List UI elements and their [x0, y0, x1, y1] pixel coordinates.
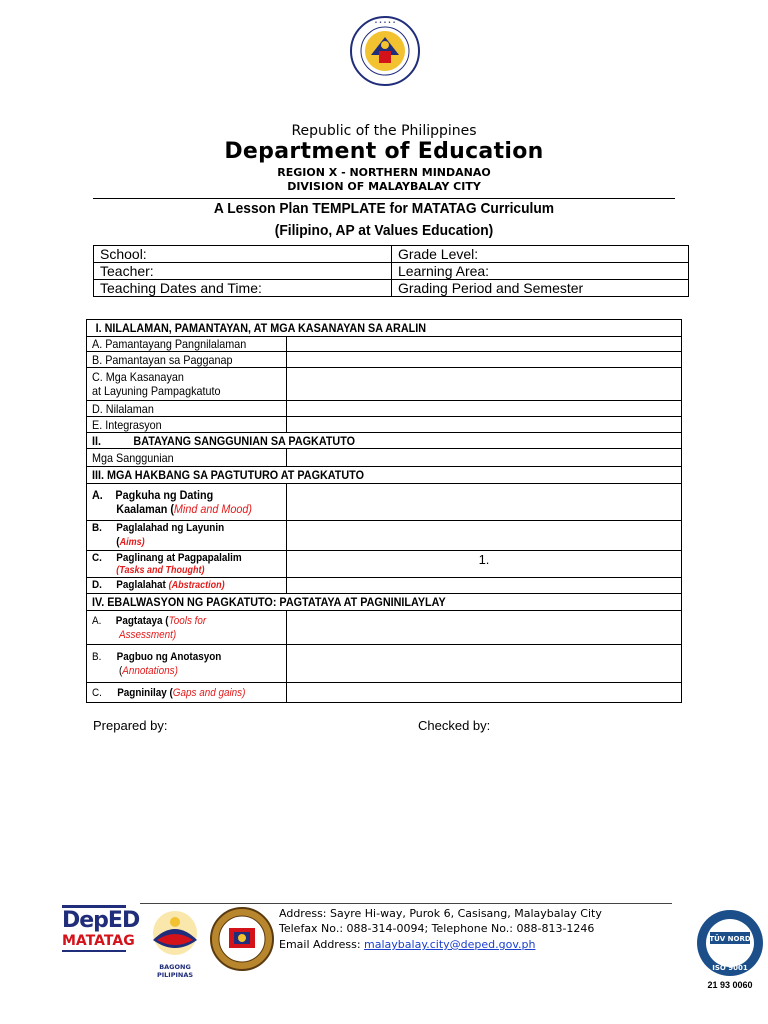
content-cell[interactable]: 1. — [287, 551, 682, 578]
bagong-pilipinas-icon — [143, 908, 207, 958]
content-cell[interactable] — [287, 449, 682, 467]
content-cell[interactable] — [287, 337, 682, 352]
republic-label: Republic of the Philippines — [291, 123, 477, 139]
row-label: A. Pagkuha ng Dating Kaalaman (Mind and Mood) — [87, 484, 287, 521]
content-cell[interactable] — [287, 401, 682, 417]
row-label: D. Paglalahat (Abstraction) — [87, 578, 287, 594]
section-2-header: II. BATAYANG SANGGUNIAN SA PAGKATUTO — [87, 433, 682, 449]
content-cell[interactable] — [287, 645, 682, 683]
info-table — [93, 245, 689, 297]
deped-logo-text: DepED — [62, 908, 140, 933]
footer-address: Address: Sayre Hi-way, Purok 6, Casisang, Malaybalay City — [279, 907, 602, 920]
row-label: D. Nilalaman — [87, 401, 287, 417]
bagong-pilipinas-label: BAGONG PILIPINAS — [156, 963, 194, 979]
row-label: C. Mga Kasanayan at Layuning Pampagkatuto — [87, 368, 287, 401]
teaching-dates-cell[interactable]: Teaching Dates and Time: — [94, 280, 392, 297]
row-label: A. Pamantayang Pangnilalaman — [87, 337, 287, 352]
grade-level-cell[interactable]: Grade Level: — [392, 246, 689, 263]
row-label: C. Pagninilay (Gaps and gains) — [87, 683, 287, 703]
header-divider — [93, 198, 675, 199]
content-cell[interactable] — [287, 578, 682, 594]
prepared-by-label: Prepared by: — [93, 718, 168, 733]
department-title: Department of Education — [224, 139, 544, 164]
section-4-header: IV. EBALWASYON NG PAGKATUTO: PAGTATAYA AT PAGNINILAYLAY — [87, 594, 682, 611]
tuv-nord-iso-icon — [694, 908, 766, 978]
certificate-number: 21 93 0060 — [707, 980, 753, 990]
division-label: DIVISION OF MALAYBALAY CITY — [287, 180, 481, 193]
lesson-plan-table — [86, 319, 682, 703]
content-cell[interactable] — [287, 352, 682, 368]
footer-email-line — [279, 938, 535, 951]
content-cell[interactable] — [287, 368, 682, 401]
template-title: A Lesson Plan TEMPLATE for MATATAG Curriculum — [213, 200, 555, 217]
section-1-header: I. NILALAMAN, PAMANTAYAN, AT MGA KASANAYAN SA ARALIN — [87, 320, 682, 337]
iso-label: ISO 9001 — [712, 964, 748, 972]
content-cell[interactable] — [287, 484, 682, 521]
email-label: Email Address: — [279, 938, 365, 951]
svg-text:• • • • •: • • • • • — [374, 20, 396, 26]
row-label: E. Integrasyon — [87, 417, 287, 433]
division-seal-icon — [207, 906, 277, 972]
content-cell[interactable] — [287, 417, 682, 433]
row-label: B. Paglalahad ng Layunin (Aims) — [87, 521, 287, 551]
deped-matatag-logo — [62, 905, 140, 952]
content-cell[interactable] — [287, 521, 682, 551]
section-3-header: III. MGA HAKBANG SA PAGTUTURO AT PAGKATUTO — [87, 467, 682, 484]
row-label: Mga Sanggunian — [87, 449, 287, 467]
footer-divider — [140, 903, 672, 904]
checked-by-label: Checked by: — [418, 718, 491, 733]
email-link[interactable]: malaybalay.city@deped.gov.ph — [364, 938, 536, 951]
grading-period-cell[interactable]: Grading Period and Semester — [392, 280, 689, 297]
footer-phones: Telefax No.: 088-314-0094; Telephone No.: 088-813-1246 — [279, 922, 595, 935]
region-label: REGION X - NORTHERN MINDANAO — [277, 166, 491, 179]
deped-seal-icon — [349, 15, 421, 87]
learning-area-cell[interactable]: Learning Area: — [392, 263, 689, 280]
content-cell[interactable] — [287, 611, 682, 645]
school-cell[interactable]: School: — [94, 246, 392, 263]
row-label: B. Pagbuo ng Anotasyon (Annotations) — [87, 645, 287, 683]
row-label: A. Pagtataya (Tools for Assessment) — [87, 611, 287, 645]
tuv-label: TÜV NORD — [709, 935, 751, 943]
row-label: B. Pamantayan sa Pagganap — [87, 352, 287, 368]
template-subtitle: (Filipino, AP at Values Education) — [274, 222, 494, 239]
bagong-pilipinas-logo — [143, 908, 207, 979]
content-cell[interactable] — [287, 683, 682, 703]
row-label: C. Paglinang at Pagpapalalim (Tasks and Thought) — [87, 551, 287, 578]
matatag-logo-text: MATATAG — [62, 933, 135, 949]
teacher-cell[interactable]: Teacher: — [94, 263, 392, 280]
